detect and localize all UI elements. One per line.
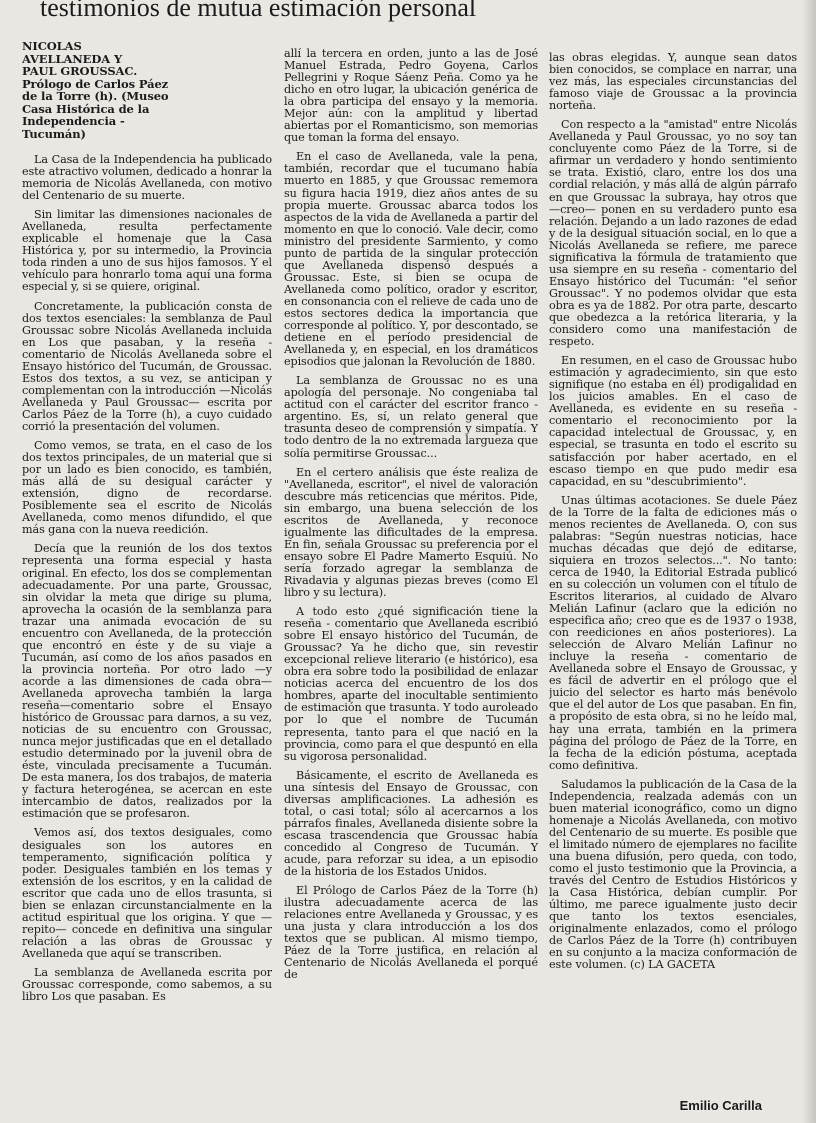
paragraph: Sin limitar las dimensiones nacionales de Avellaneda, resulta perfectamente explicable el homenaje que la Casa Histórica y, por su intermedio, la Provincia toda rinden a uno de sus hijos famosos. Y el vehículo para honrarlo toma aquí una forma especial y, si se quiere, original.	[22, 208, 272, 294]
paragraph: En el certero análisis que éste realiza de "Avellaneda, escritor", el nivel de valoración descubre más reticencias que méritos. Pide, sin embargo, una buena selección de los escritos de Avellaneda, y reconoce igualmente las dificultades de la empresa. En fin, señala Groussac su preferencia por el ensayo sobre El Padre Mamerto Esquiú. No sería forzado agregar la semblanza de Rivadavia y algunas piezas breves (como El libro y su lectura).	[284, 465, 538, 600]
byline-line: NICOLAS	[22, 40, 82, 53]
column-2	[284, 48, 538, 1088]
paragraph: La Casa de la Independencia ha publicado este atractivo volumen, dedicado a honrar la memoria de Nicolás Avellaneda, con motivo del Centenario de su muerte.	[22, 153, 272, 203]
column-1	[22, 40, 272, 1123]
paragraph: Con respecto a la "amistad" entre Nicolás Avellaneda y Paul Groussac, yo no soy tan concluyente como Páez de la Torre, si de afirmar un verdadero y hondo sentimiento se trata. Existió, claro, entre los dos una cordial relación, y más allá de algún párrafo en que Groussac la subraya, hay otros que —creo— ponen en su verdadero punto esa relación. Dejando a un lado razones de edad y de la desigual situación social, en lo que a Nicolás Avellaneda se refiere, me parece significativa la fórmula de tratamiento que usa siempre en su reseña - comentario del Ensayo histórico del Tucumán: "el señor Groussac". Y no podemos olvidar que esta obra es ya de 1882. Por otra parte, descarto que obedezca a la retórica literaria, y la considero como una manifestación de respeto.	[549, 118, 797, 349]
paragraph: El Prólogo de Carlos Páez de la Torre (h) ilustra adecuadamente acerca de las relaciones entre Avellaneda y Groussac, y es una justa y clara introducción a los dos textos que se publican. Al mismo tiempo, Páez de la Torre justifica, en relación al Centenario de Nicolás Avellaneda el porqué de	[284, 884, 538, 982]
paragraph: Como vemos, se trata, en el caso de los dos textos principales, de un material que si por un lado es bien conocido, es también, más allá de su desigual carácter y extensión, digno de recordarse. Posiblemente sea el escrito de Nicolás Avellaneda, como menos difundido, el que más gana con la nueva reedición.	[22, 439, 272, 537]
author-credit: Emilio Carilla	[679, 1098, 762, 1113]
paragraph: allí la tercera en orden, junto a las de José Manuel Estrada, Pedro Goyena, Carlos Pellegrini y Roque Sáenz Peña. Como ya he dicho en otro lugar, la ubicación genérica de la obra participa del ensayo y la memoria. Mejor aún: con la amplitud y libertad abiertas por el Romanticismo, son memorias que toman la forma del ensayo.	[284, 48, 538, 145]
paragraph: Decía que la reunión de los dos textos representa una forma especial y hasta original. En efecto, los dos se complementan adecuadamente. Por una parte, Groussac, sin olvidar la meta que dirige su pluma, aprovecha la ocasión de la semblanza para trazar una animada evocación de su encuentro con Avellaneda, de la protección que encontró en éste y de su viaje a Tucumán, así como de los años pasados en la provincia norteña. Por otro lado —y acorde a las dimensiones de cada obra— Avellaneda aprovecha también la larga reseña—comentario sobre el Ensayo histórico de Groussac para darnos, a su vez, noticias de su encuentro con Groussac, nunca mejor justificadas que en el detallado estudio determinado por la juvenil obra de éste, vinculada precisamente a Tucumán. De esta manera, los dos trabajos, de materia y factura heterogénea, se acercan en este intercambio de datos, realizados por la estimación que se profesaron.	[22, 542, 272, 821]
paragraph: Concretamente, la publicación consta de dos textos esenciales: la semblanza de Paul Groussac sobre Nicolás Avellaneda incluida en Los que pasaban, y la reseña - comentario de Nicolás Avellaneda sobre el Ensayo histórico del Tucumán, de Groussac. Estos dos textos, a su vez, se anticipan y complementan con la introducción —Nicolás Avellaneda y Paul Groussac— escrita por Carlos Páez de la Torre (h), a cuyo cuidado corrió la presentación del volumen.	[22, 299, 272, 433]
byline-line: AVELLANEDA Y	[22, 51, 123, 66]
byline-line: Independencia -	[22, 114, 125, 128]
paragraph: En el caso de Avellaneda, vale la pena, también, recordar que el tucumano había muerto en 1885, y que Groussac rememora su figura hacia 1919, diez años antes de su propia muerte. Groussac abarca todos los aspectos de la vida de Avellaneda a partir del momento en que lo conoció. Vale decir, como ministro del presidente Sarmiento, y como punto de partida de la singular protección que Avellaneda dispensó después a Groussac. Este, si bien se ocupa de Avellaneda como político, orador y escritor, en consonancia con el relieve de cada uno de estos sectores dedica la importancia que corresponde al político. Y, por descontado, se detiene en el período presidencial de Avellaneda y, en especial, en los dramáticos episodios que jalonan la Revolución de 1880.	[284, 150, 538, 369]
paragraph: En resumen, en el caso de Groussac hubo estimación y agradecimiento, sin que esto signifique (no estaba en él) prodigalidad en los juicios amables. En el caso de Avellaneda, es evidente en su reseña - comentario el reconocimiento por la capacidad intelectual de Groussac, y, en especial, se trasunta en todo el escrito su satisfacción por haber acertado, en el escaso tiempo en que pudo medir esa capacidad, en su "descubrimiento".	[549, 354, 797, 488]
headline: testimonios de mutua estimación personal	[40, 0, 477, 22]
byline-line: Tucumán)	[22, 126, 86, 141]
byline-line: Prólogo de Carlos Páez	[22, 76, 169, 91]
byline-line: de la Torre (h). (Museo	[22, 89, 169, 103]
byline-line: PAUL GROUSSAC.	[22, 64, 138, 78]
byline-line: Casa Histórica de la	[22, 101, 150, 116]
byline	[22, 40, 272, 140]
paragraph: Saludamos la publicación de la Casa de la Independencia, realzada además con un buen material iconográfico, como un digno homenaje a Nicolás Avellaneda, con motivo del Centenario de su muerte. Es posible que el limitado número de ejemplares no facilite una buena difusión, pero queda, con todo, como el justo testimonio que la Provincia, a través del Centro de Estudios Históricos y la Casa Histórica, debían cumplir. Por último, me parece igualmente justo decir que tanto los textos esenciales, originalmente enlazados, como el prólogo de Carlos Páez de la Torre (h) contribuyen en su conjunto a la maciza conformación de este volumen. (c) LA GACETA	[549, 777, 797, 972]
paragraph: Básicamente, el escrito de Avellaneda es una síntesis del Ensayo de Groussac, con diversas amplificaciones. La adhesión es total, o casi total; sólo al acercarnos a los párrafos finales, Avellaneda disiente sobre la escasa trascendencia que Groussac había concedido al Congreso de Tucumán. Y acude, para reforzar su idea, a un episodio de la historia de los Estados Unidos.	[284, 768, 538, 879]
paragraph: Unas últimas acotaciones. Se duele Páez de la Torre de la falta de ediciones más o menos recientes de Avellaneda. O, con sus palabras: "Según nuestras noticias, hace muchas décadas que dejó de editarse, siquiera en trozos selectos...". No tanto: cerca de 1940, la Editorial Estrada publicó en su colección un volumen con el título de Escritos literarios, al cuidado de Alvaro Melián Lafinur (aclaro que la edición no especifica año; creo que es de 1937 o 1938, con reediciones en años posteriores). La selección de Alvaro Melián Lafinur no incluye la reseña - comentario de Avellaneda sobre el Ensayo de Groussac, y es fácil de advertir en el prólogo que el juicio del selector es harto más benévolo que el del autor de Los que pasaban. En fin, a propósito de esta obra, si no he leído mal, hay una errata, también en la primera página del prólogo de Páez de la Torre, en la fecha de la edición póstuma, aceptada como definitiva.	[549, 493, 797, 772]
paragraph: Vemos así, dos textos desiguales, como desiguales son los autores en temperamento, significación política y poder. Desiguales también en los temas y extensión de los escritos, y en la calidad de escritor que cada uno de ellos trasunta, si bien se enlazan circunstancialmente en la actitud espiritual que los origina. Y que —repito— concede en definitiva una singular relación a las obras de Groussac y Avellaneda que aquí se transcriben.	[22, 826, 272, 960]
paragraph: A todo esto ¿qué significación tiene la reseña - comentario que Avellaneda escribió sobre El ensayo histórico del Tucumán, de Groussac? Ya he dicho que, sin revestir excepcional relieve literario (e histórico), esa obra era sobre todo la posibilidad de enlazar noticias acerca del encuentro de los dos hombres, aparte del inocultable sentimiento de estimación que trasunta. Y todo auroleado por lo que el nombre de Tucumán representa, tanto para el que nació en la provincia, como para el que despuntó en ella su vigorosa personalidad.	[284, 605, 538, 763]
paragraph: La semblanza de Avellaneda escrita por Groussac corresponde, como sabemos, a su libro Los que pasaban. Es	[22, 966, 272, 1004]
page-fold-shadow	[802, 0, 816, 1123]
paragraph: las obras elegidas. Y, aunque sean datos bien conocidos, se complace en narrar, una vez más, las especiales circunstancias del famoso viaje de Groussac a la provincia norteña.	[549, 52, 797, 113]
column-3	[549, 52, 797, 1092]
paragraph: La semblanza de Groussac no es una apología del personaje. No congeniaba tal actitud con el carácter del escritor franco - argentino. Es, sí, un relato general que trasunta deseo de comprensión y simpatía. Y todo dentro de la no extremada largueza que solía permitirse Groussac...	[284, 374, 538, 460]
